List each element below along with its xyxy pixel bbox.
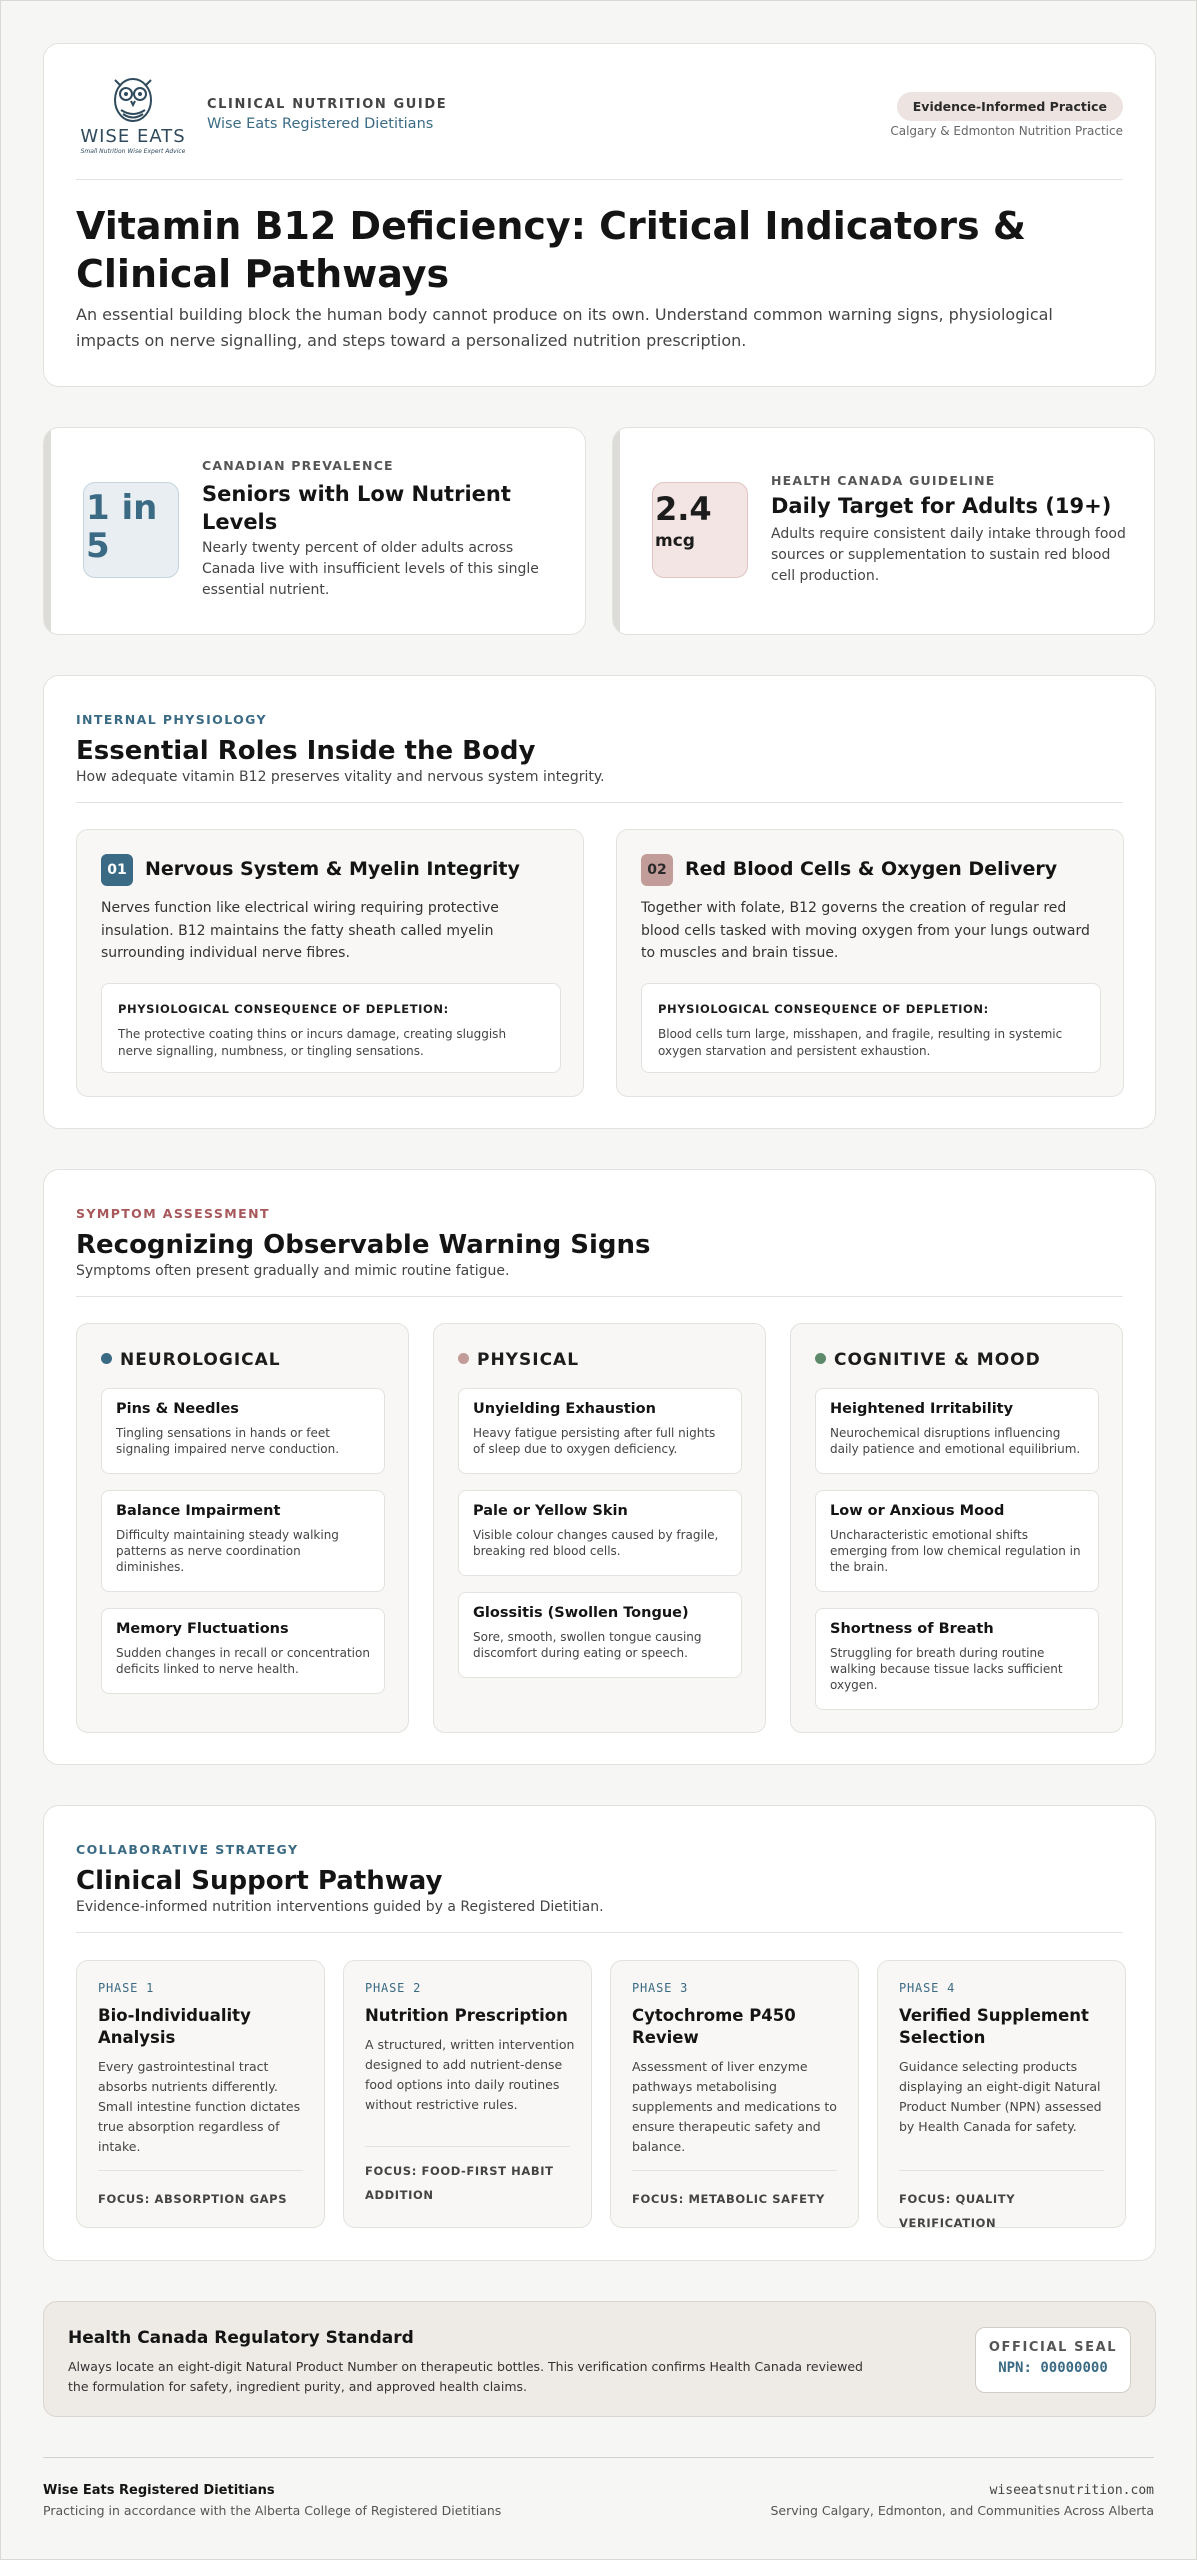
role-description: Nerves function like electrical wiring requiring protective insulation. B12 maintains the fatty sheath called myelin surrounding individual nerve fibres. xyxy=(101,900,499,961)
phase-title: Bio-Individuality Analysis xyxy=(98,2006,251,2047)
section-title: Essential Roles Inside the Body xyxy=(76,736,536,766)
role-card xyxy=(616,829,1124,1097)
section-label: INTERNAL PHYSIOLOGY xyxy=(76,712,267,727)
footer-website-link[interactable]: wiseeatsnutrition.com xyxy=(989,2483,1154,2498)
symptom-description: Sore, smooth, swollen tongue causing discomfort during eating or speech. xyxy=(473,1630,702,1660)
phase-focus: FOCUS: ABSORPTION GAPS xyxy=(98,2192,288,2206)
symptom-description: Difficulty maintaining steady walking patterns as nerve coordination diminishes. xyxy=(116,1528,339,1574)
logo-tagline: Small Nutrition Wise Expert Advice xyxy=(80,148,186,155)
phase-label: PHASE 2 xyxy=(365,1981,422,1995)
consequence-text: The protective coating thins or incurs damage, creating sluggish nerve signalling, numbness, or tingling sensations. xyxy=(118,1027,507,1058)
section-subtitle: How adequate vitamin B12 preserves vitality and nervous system integrity. xyxy=(76,769,605,785)
section-divider xyxy=(76,1296,1123,1297)
symptom-description: Sudden changes in recall or concentration deficits linked to nerve health. xyxy=(116,1646,370,1676)
phase-description: Every gastrointestinal tract absorbs nutrients differently. Small intestine function dictates true absorption regardless of intake. xyxy=(98,2059,301,2154)
page-description: An essential building block the human body cannot produce on its own. Understand common warning signs, physiological impacts on nerve signalling, and steps toward a personalized nutrition prescription. xyxy=(76,305,1053,350)
phase-description: Assessment of liver enzyme pathways metabolising supplements and medications to ensure therapeutic safety and balance. xyxy=(632,2059,837,2154)
stat-accent-bar xyxy=(613,428,620,634)
role-description: Together with folate, B12 governs the creation of regular red blood cells tasked with moving oxygen from your lungs outward to muscles and brain tissue. xyxy=(641,900,1090,961)
phase-title: Cytochrome P450 Review xyxy=(632,2006,796,2047)
symptom-card xyxy=(101,1490,385,1592)
symptom-description: Heavy fatigue persisting after full nights of sleep due to oxygen deficiency. xyxy=(473,1426,716,1456)
section-label: SYMPTOM ASSESSMENT xyxy=(76,1206,270,1221)
guide-label: CLINICAL NUTRITION GUIDE xyxy=(207,97,448,112)
regulatory-banner xyxy=(43,2301,1156,2417)
owl-logo-icon xyxy=(105,72,161,124)
symptom-description: Struggling for breath during routine walking because tissue lacks sufficient oxygen. xyxy=(830,1646,1063,1692)
stat-description: Nearly twenty percent of older adults across Canada live with insufficient levels of this single essential nutrient. xyxy=(202,540,539,598)
symptom-description: Neurochemical disruptions influencing daily patience and emotional equilibrium. xyxy=(830,1426,1081,1456)
symptom-card xyxy=(815,1608,1099,1710)
section-label: COLLABORATIVE STRATEGY xyxy=(76,1842,299,1857)
phase-card xyxy=(76,1960,325,2228)
symptom-card xyxy=(458,1490,742,1576)
phase-divider xyxy=(98,2170,303,2171)
stat-description: Adults require consistent daily intake through food sources or supplementation to sustain red blood cell production. xyxy=(771,526,1126,584)
stat-title: Seniors with Low Nutrient Levels xyxy=(202,482,511,534)
footer-divider xyxy=(43,2457,1154,2458)
symptom-column-physical xyxy=(433,1323,766,1733)
footer-service-area: Serving Calgary, Edmonton, and Communities Across Alberta xyxy=(770,2503,1154,2518)
stat-title: Daily Target for Adults (19+) xyxy=(771,494,1112,518)
header-divider xyxy=(76,179,1123,180)
stat-card-guideline xyxy=(612,427,1155,635)
symptom-description: Tingling sensations in hands or feet signaling impaired nerve conduction. xyxy=(116,1426,340,1456)
stat-value: 2.4 xyxy=(655,490,712,528)
phase-description: A structured, written intervention designed to add nutrient-dense food options into daily routines without restrictive rules. xyxy=(365,2037,575,2112)
phase-title: Nutrition Prescription xyxy=(365,2006,568,2025)
column-heading-text: NEUROLOGICAL xyxy=(120,1350,281,1370)
symptom-card xyxy=(101,1388,385,1474)
phase-label: PHASE 1 xyxy=(98,1981,155,1995)
symptom-column-neurological xyxy=(76,1323,409,1733)
symptom-title: Pale or Yellow Skin xyxy=(473,1503,628,1519)
section-divider xyxy=(76,802,1123,803)
stat-value: 1 in 5 xyxy=(83,482,179,578)
essential-roles-section xyxy=(43,675,1156,1129)
section-title: Clinical Support Pathway xyxy=(76,1866,443,1896)
section-subtitle: Evidence-informed nutrition interventions guided by a Registered Dietitian. xyxy=(76,1899,604,1915)
phase-focus: FOCUS: METABOLIC SAFETY xyxy=(632,2192,825,2206)
symptom-card xyxy=(458,1592,742,1678)
symptom-description: Uncharacteristic emotional shifts emerging from low chemical regulation in the brain. xyxy=(830,1528,1081,1574)
phase-divider xyxy=(365,2146,570,2147)
stat-label: CANADIAN PREVALENCE xyxy=(202,458,394,473)
stat-label: HEALTH CANADA GUIDELINE xyxy=(771,473,996,488)
role-title: Nervous System & Myelin Integrity xyxy=(145,858,520,880)
column-heading-text: COGNITIVE & MOOD xyxy=(834,1350,1041,1370)
stat-card-prevalence xyxy=(43,427,586,635)
depletion-consequence-box xyxy=(101,983,561,1073)
logo-wordmark: WISE EATS xyxy=(80,126,186,147)
clinical-pathway-section xyxy=(43,1805,1156,2261)
symptom-card xyxy=(458,1388,742,1474)
column-heading xyxy=(458,1350,579,1370)
stat-accent-bar xyxy=(44,428,51,634)
practice-badge: Evidence-Informed Practice xyxy=(897,92,1123,121)
header-card xyxy=(43,43,1156,387)
official-seal-badge xyxy=(975,2327,1131,2393)
seal-label: OFFICIAL SEAL xyxy=(988,2340,1118,2355)
phase-label: PHASE 3 xyxy=(632,1981,689,1995)
symptom-card xyxy=(815,1388,1099,1474)
practice-location: Calgary & Edmonton Nutrition Practice xyxy=(890,124,1123,138)
section-title: Recognizing Observable Warning Signs xyxy=(76,1230,651,1260)
stat-unit: mcg xyxy=(655,531,695,551)
symptom-column-cognitive-mood xyxy=(790,1323,1123,1733)
column-heading xyxy=(101,1350,281,1370)
role-number-badge: 02 xyxy=(641,854,673,886)
depletion-consequence-box xyxy=(641,983,1101,1073)
symptom-card xyxy=(815,1490,1099,1592)
regulatory-text: Always locate an eight-digit Natural Product Number on therapeutic bottles. This verification confirms Health Canada reviewed the formulation for safety, ingredient purity, and approved health claims. xyxy=(68,2359,863,2394)
page-title: Vitamin B12 Deficiency: Critical Indicators & Clinical Pathways xyxy=(76,204,1026,296)
section-divider xyxy=(76,1932,1123,1933)
consequence-text: Blood cells turn large, misshapen, and fragile, resulting in systemic oxygen starvation and persistent exhaustion. xyxy=(658,1027,1063,1058)
phase-card xyxy=(343,1960,592,2228)
phase-title: Verified Supplement Selection xyxy=(899,2006,1089,2047)
symptom-title: Glossitis (Swollen Tongue) xyxy=(473,1605,689,1621)
symptom-title: Pins & Needles xyxy=(116,1401,239,1417)
column-heading-text: PHYSICAL xyxy=(477,1350,580,1370)
category-dot-icon xyxy=(458,1353,469,1364)
symptom-title: Memory Fluctuations xyxy=(116,1621,289,1637)
phase-focus: FOCUS: QUALITY VERIFICATION xyxy=(899,2192,1016,2230)
symptom-description: Visible colour changes caused by fragile, breaking red blood cells. xyxy=(473,1528,719,1558)
symptom-title: Shortness of Breath xyxy=(830,1621,994,1637)
phase-divider xyxy=(899,2170,1104,2171)
seal-npn: NPN: 00000000 xyxy=(998,2360,1108,2376)
phase-card xyxy=(610,1960,859,2228)
section-subtitle: Symptoms often present gradually and mimic routine fatigue. xyxy=(76,1263,510,1279)
warning-signs-section xyxy=(43,1169,1156,1765)
regulatory-title: Health Canada Regulatory Standard xyxy=(68,2328,414,2348)
role-card xyxy=(76,829,584,1097)
phase-divider xyxy=(632,2170,837,2171)
symptom-title: Unyielding Exhaustion xyxy=(473,1401,656,1417)
wise-eats-logo[interactable] xyxy=(74,72,192,158)
category-dot-icon xyxy=(101,1353,112,1364)
phase-focus: FOCUS: FOOD-FIRST HABIT ADDITION xyxy=(365,2164,554,2202)
symptom-title: Heightened Irritability xyxy=(830,1401,1014,1417)
category-dot-icon xyxy=(815,1353,826,1364)
consequence-label: PHYSIOLOGICAL CONSEQUENCE OF DEPLETION: xyxy=(118,1002,449,1016)
symptom-title: Balance Impairment xyxy=(116,1503,281,1519)
footer-accreditation: Practicing in accordance with the Alberta College of Registered Dietitians xyxy=(43,2503,502,2518)
consequence-label: PHYSIOLOGICAL CONSEQUENCE OF DEPLETION: xyxy=(658,1002,989,1016)
stat-value-box xyxy=(652,482,748,578)
role-number-badge: 01 xyxy=(101,854,133,886)
phase-card xyxy=(877,1960,1126,2228)
role-title: Red Blood Cells & Oxygen Delivery xyxy=(685,858,1058,880)
symptom-card xyxy=(101,1608,385,1694)
column-heading xyxy=(815,1350,1041,1370)
phase-label: PHASE 4 xyxy=(899,1981,956,1995)
phase-description: Guidance selecting products displaying an eight-digit Natural Product Number (NPN) assessed by Health Canada for safety. xyxy=(899,2059,1102,2134)
guide-subtitle: Wise Eats Registered Dietitians xyxy=(207,116,434,132)
footer-org-name: Wise Eats Registered Dietitians xyxy=(43,2483,275,2498)
symptom-title: Low or Anxious Mood xyxy=(830,1503,1005,1519)
